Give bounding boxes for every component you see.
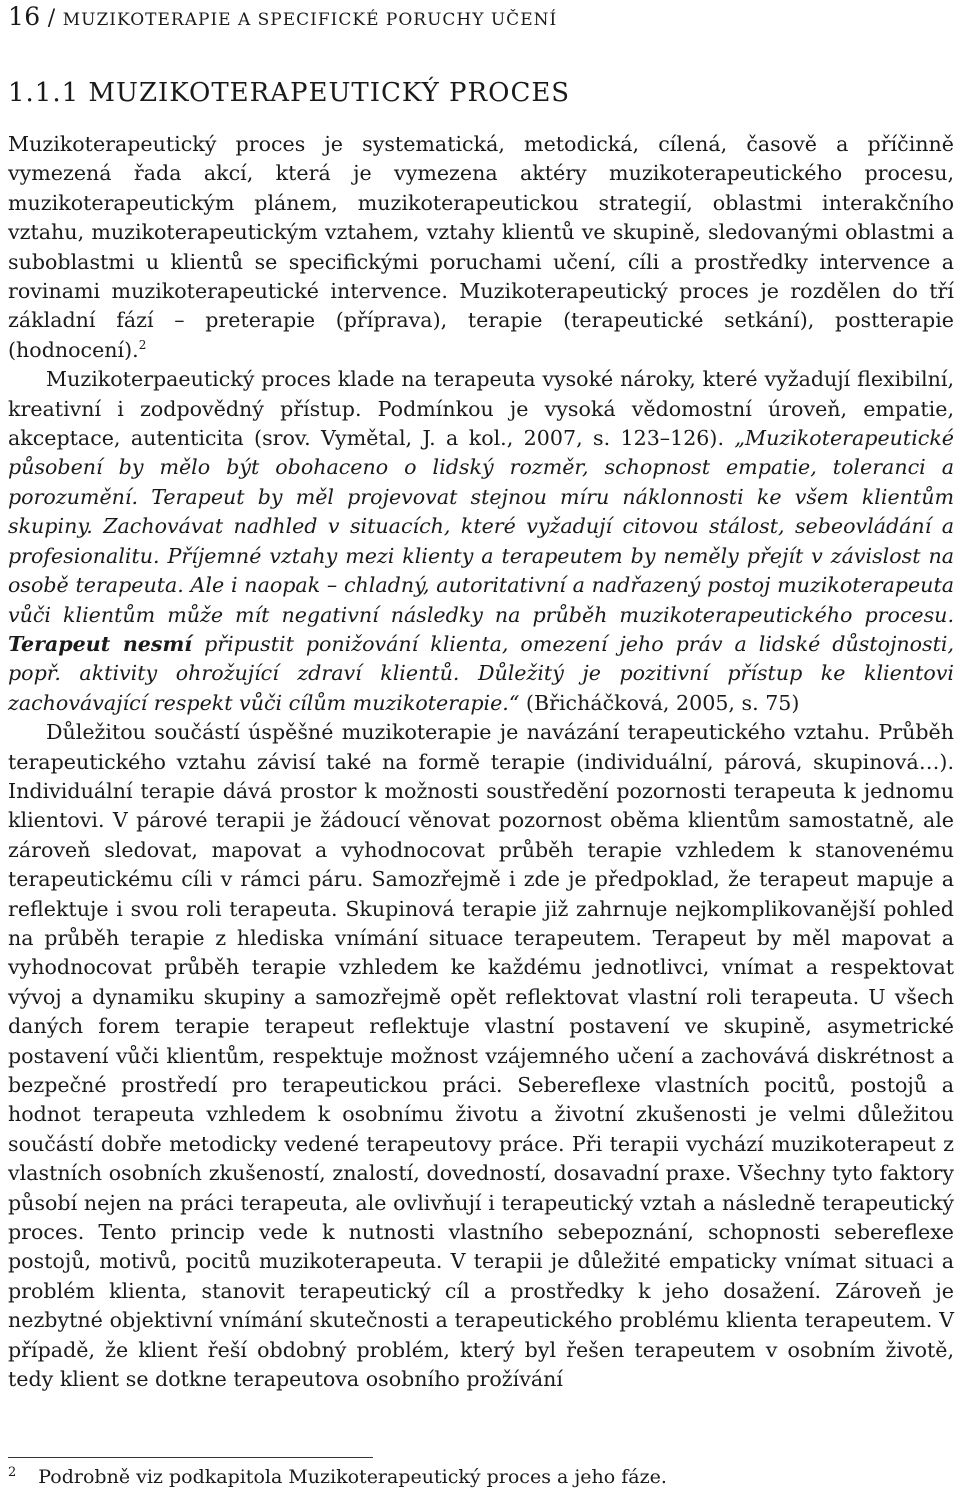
header-separator: / [47, 6, 56, 31]
paragraph-1: Muzikoterapeutický proces je systematická, metodická, cílená, časově a příčinně vymezená řada akcí, která je vymezena aktéry muzikoterapeutického procesu, muzikoterapeutickým plánem, muzikoterapeutickou strategií, oblastmi interakčního vztahu, muzikoterapeutickým vztahem, vztahy klientů ve skupině, sledovanými oblastmi a suboblastmi u klientů se specifickými poruchami učení, cíli a prostředky intervence a rovinami muzikoterapeutické intervence. Muzikoterapeutický proces je rozdělen do tří základní fází – preterapie (příprava), terapie (terapeutické setkání), postterapie (hodnocení).$^2$ [8, 132, 954, 362]
footnote-divider [8, 1457, 373, 1458]
footnote-reference[interactable]: 2 [138, 337, 147, 352]
footnote-text: Podrobně viz podkapitola Muzikoterapeutický proces a jeho fáze. [38, 1466, 667, 1488]
page-number: 16 [8, 2, 41, 31]
quote-part-a: „Muzikoterapeutické působení by mělo být obohaceno o lidský rozměr, schopnost empatie, toleranci a porozumění. Terapeut by měl projevovat stejnou míru náklonnosti ke všem klientům skupiny. Zachovávat nadhled v situacích, které vyžadují citovou stálost, sebeovládání a profesionalitu. Příjemné vztahy mezi klienty a terapeutem by neměly přejít v závislost na osobě terapeuta. Ale i naopak – chladný, autoritativní a nadřazený postoj muzikoterapeuta vůči klientům může mít negativní následky na průběh muzikoterapeutického procesu. [8, 426, 954, 627]
running-title: MUZIKOTERAPIE A SPECIFICKÉ PORUCHY UČENÍ [62, 10, 558, 30]
body-text [8, 130, 954, 1394]
quote-emphasis: Terapeut nesmí [8, 631, 193, 656]
footnote-number: 2 [8, 1464, 17, 1480]
quote-citation: (Břicháčková, 2005, s. 75) [519, 690, 800, 715]
section-title-text: MUZIKOTERAPEUTICKÝ PROCES [88, 78, 571, 108]
paragraph-2: Muzikoterpaeutický proces klade na terapeuta vysoké nároky, které vyžadují flexibilní, kreativní i zodpovědný přístup. Podmínkou je vysoká vědomostní úroveň, empatie, akceptace, autenticita (srov. Vymětal, J. a kol., 2007, s. 123–126). „Muzikoterapeutické působení by mělo být obohaceno o lidský rozměr, schopnost empatie, toleranci a porozumění. Terapeut by měl projevovat stejnou míru náklonnosti ke všem klientům skupiny. Zachovávat nadhled v situacích, které vyžadují citovou stálost, sebeovládání a profesionalitu. Příjemné vztahy mezi klienty a terapeutem by neměly přejít v závislost na osobě terapeuta. Ale i naopak – chladný, autoritativní a nadřazený postoj muzikoterapeuta vůči klientům může mít negativní následky na průběh muzikoterapeutického procesu. Terapeut nesmí připustit ponižování klienta, omezení jeho práv a lidské důstojnosti, popř. aktivity ohrožující zdraví klientů. Důležitý je pozitivní přístup ke klientovi zachovávající respekt vůči cílům muzikoterapie.“ (Břicháčková, 2005, s. 75) [8, 367, 954, 715]
footnote [8, 1466, 667, 1488]
section-heading [8, 78, 570, 108]
section-number: 1.1.1 [8, 78, 80, 108]
running-header [8, 2, 557, 31]
paragraph-3: Důležitou součástí úspěšné muzikoterapie je navázání terapeutického vztahu. Průběh terapeutického vztahu závisí také na formě terapie (individuální, párová, skupinová…). Individuální terapie dává prostor k možnosti soustředění pozornosti terapeuta k jednomu klientovi. V párové terapii je žádoucí věnovat pozornost oběma klientům samostatně, ale zároveň sledovat, mapovat a vyhodnocovat průběh terapie vzhledem k stanovenému terapeutickému cíli v rámci páru. Samozřejmě i zde je předpoklad, že terapeut mapuje a reflektuje i svou roli terapeuta. Skupinová terapie již zahrnuje nejkomplikovanější pohled na průběh terapie z hlediska vnímání situace terapeutem. Terapeut by měl mapovat a vyhodnocovat průběh terapie vzhledem ke každému jednotlivci, vnímat a respektovat vývoj a dynamiku skupiny a samozřejmě opět reflektovat vlastní roli terapeuta. U všech daných forem terapie terapeut reflektuje vlastní postavení ve skupině, asymetrické postavení vůči klientům, respektuje možnost vzájemného učení a zachovává diskrétnost a bezpečné prostředí pro terapeutickou práci. Sebereflexe vlastních pocitů, postojů a hodnot terapeuta vzhledem k osobnímu životu a životní zkušenosti je velmi důležitou součástí dobře metodicky vedené terapeutovy práce. Při terapii vychází muzikoterapeut z vlastních osobních zkušeností, znalostí, dovedností, dosavadní praxe. Všechny tyto faktory působí nejen na práci terapeuta, ale ovlivňují i terapeutický vztah a následně terapeutický proces. Tento princip vede k nutnosti vlastního sebepoznání, schopnosti sebereflexe postojů, motivů, pocitů muzikoterapeuta. V terapii je důležité empaticky vnímat situaci a problém klienta, stanovit terapeutický cíl a prostředky k jeho dosažení. Zároveň je nezbytné objektivní vnímání skutečnosti a terapeutického problému klienta terapeutem. V případě, že klient řeší obdobný problém, který byl řešen terapeutem v osobním životě, tedy klient se dotkne terapeutova osobního prožívání [8, 720, 954, 1392]
quote-part-b: připustit ponižování klienta, omezení jeho práv a lidské důstojnosti, popř. aktivity ohrožující zdraví klientů. Důležitý je pozitivní přístup ke klientovi zachovávající respekt vůči cílům muzikoterapie.“ [8, 631, 954, 715]
